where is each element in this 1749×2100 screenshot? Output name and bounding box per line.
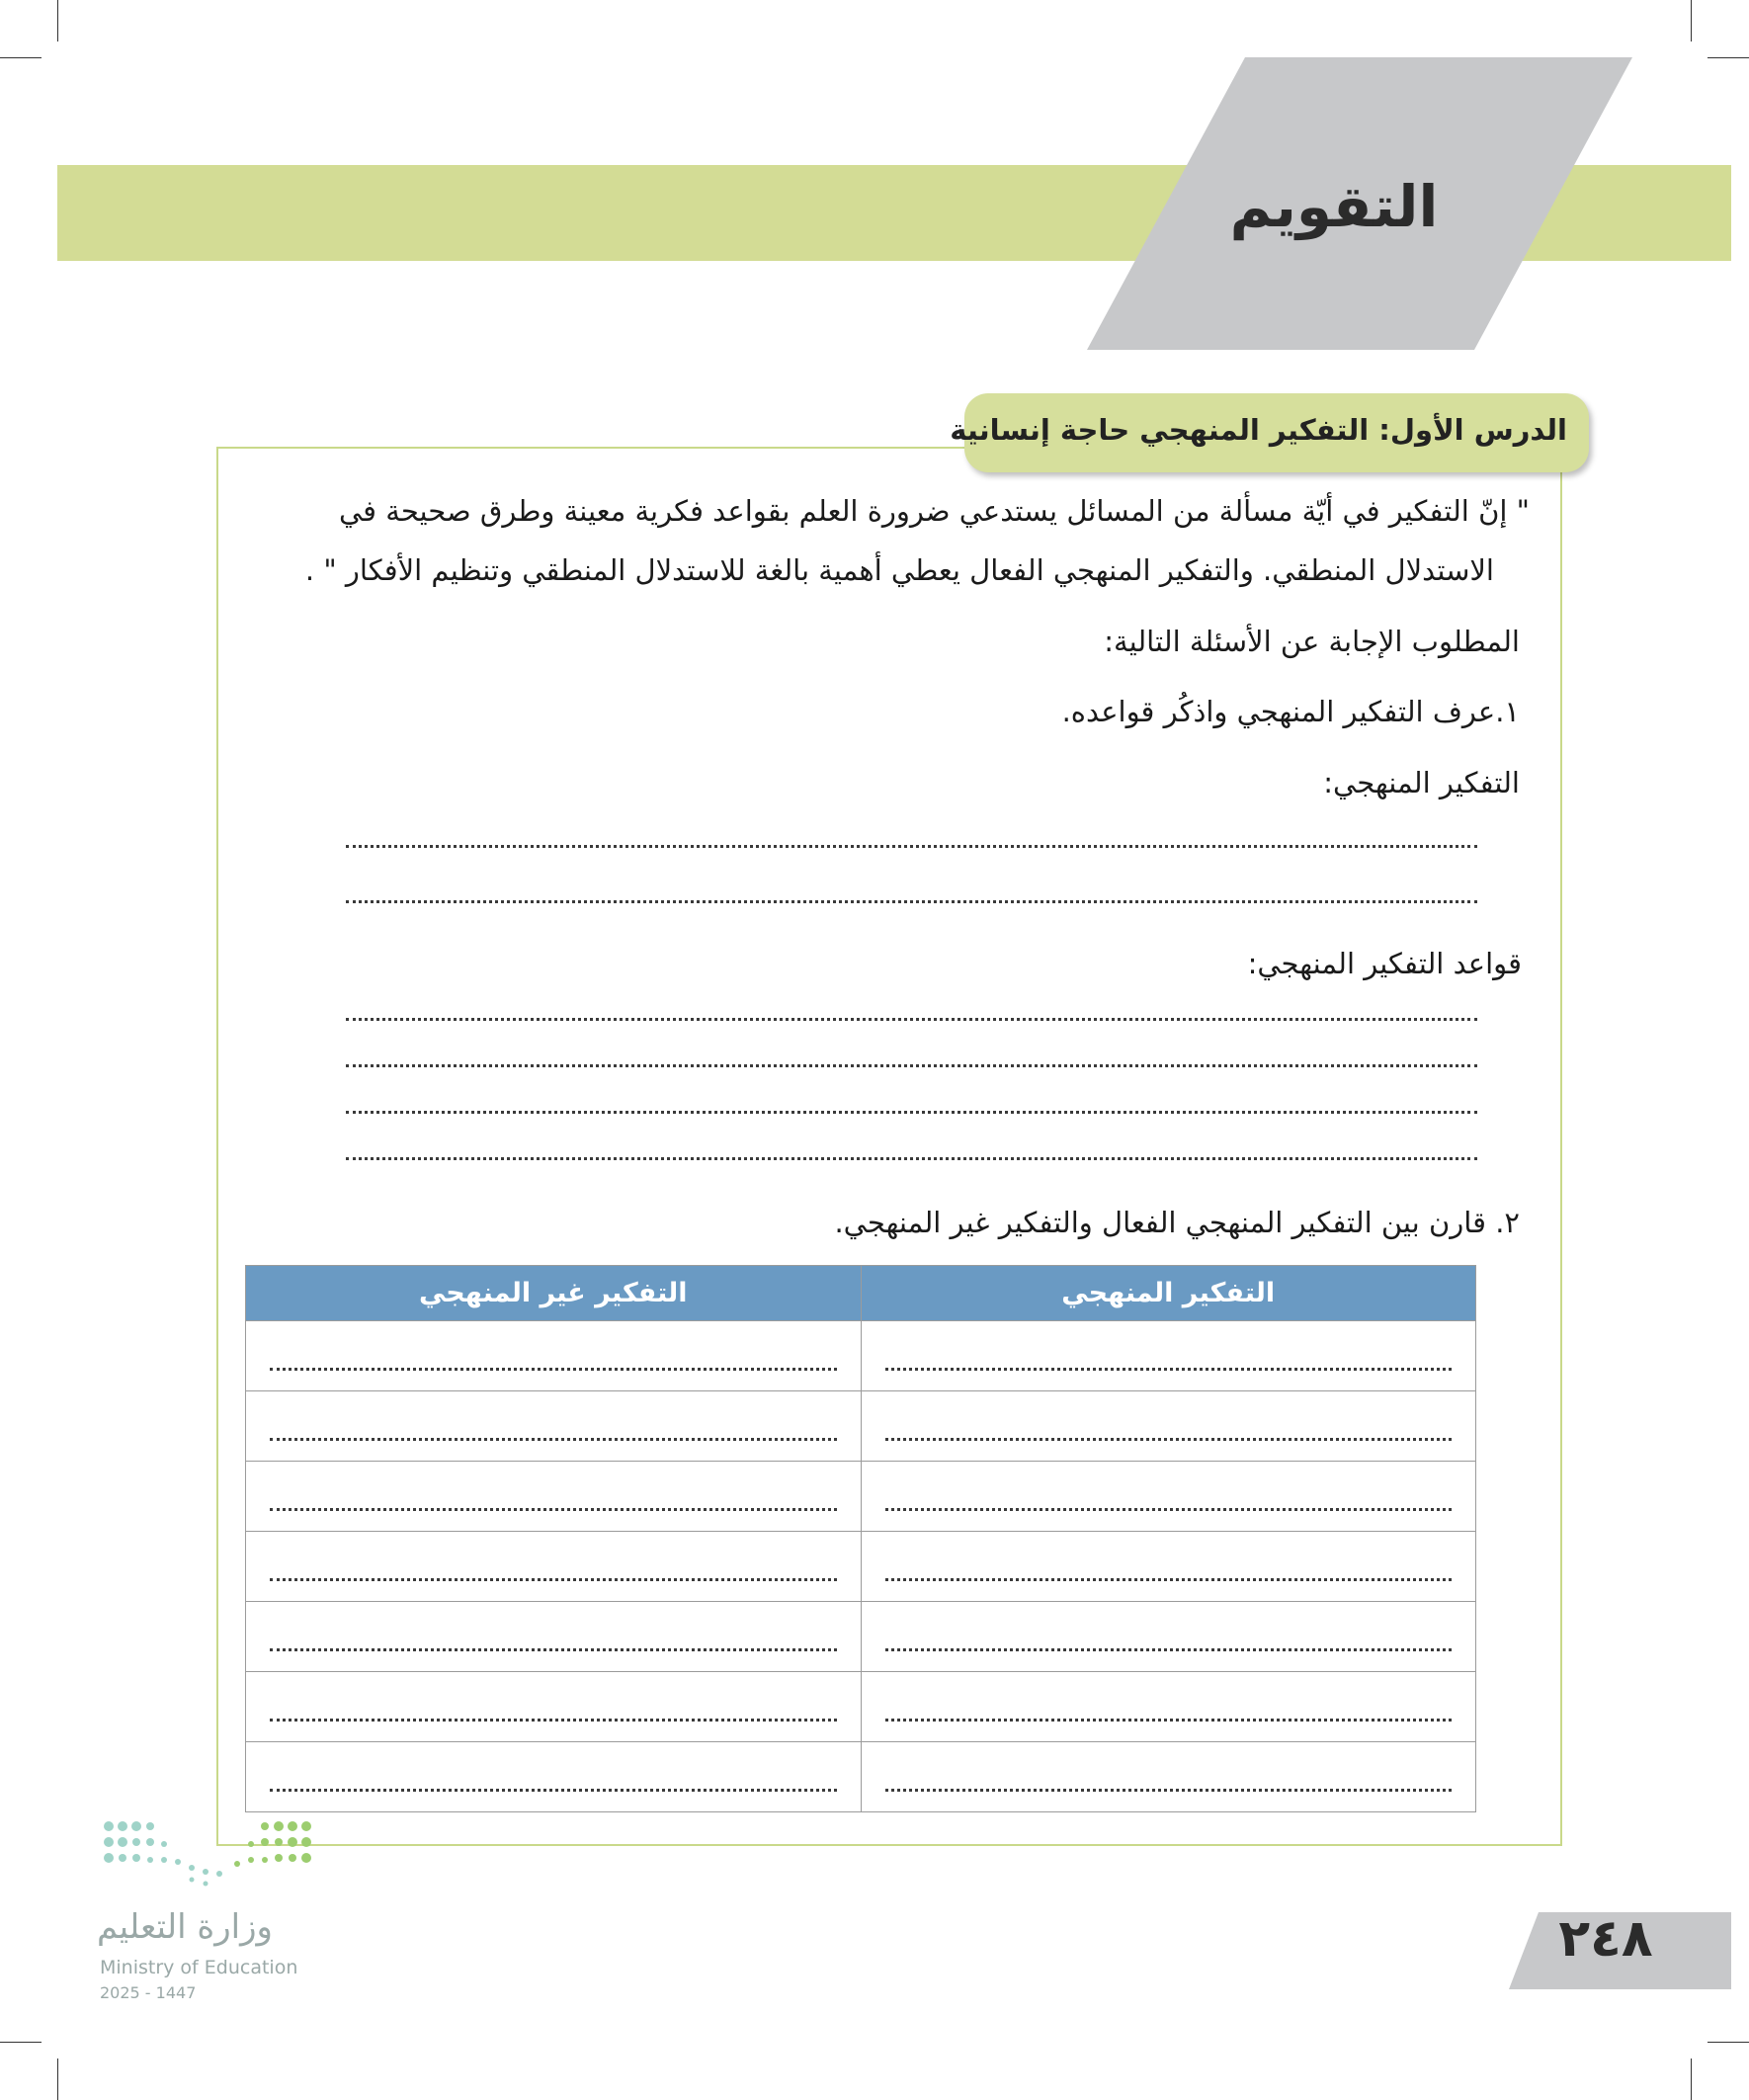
crop-mark bbox=[0, 2042, 42, 2043]
methodical-answer-cell[interactable] bbox=[861, 1602, 1476, 1672]
non-methodical-answer-cell[interactable] bbox=[246, 1602, 862, 1672]
table-row bbox=[246, 1672, 1476, 1742]
non-methodical-answer-cell[interactable] bbox=[246, 1321, 862, 1391]
crop-mark bbox=[57, 0, 58, 42]
table-header-row bbox=[246, 1266, 1476, 1321]
answer-line[interactable] bbox=[346, 1111, 1477, 1114]
comparison-table bbox=[245, 1265, 1476, 1812]
answer-line bbox=[885, 1368, 1453, 1371]
answer-line bbox=[270, 1368, 837, 1371]
non-methodical-answer-cell[interactable] bbox=[246, 1742, 862, 1812]
non-methodical-answer-cell[interactable] bbox=[246, 1391, 862, 1462]
answer-line bbox=[885, 1719, 1453, 1722]
lesson-title-badge bbox=[950, 393, 1589, 472]
table-row bbox=[246, 1742, 1476, 1812]
methodical-answer-cell[interactable] bbox=[861, 1321, 1476, 1391]
edition-year: 2025 - 1447 bbox=[100, 1983, 197, 2002]
table-body bbox=[246, 1321, 1476, 1812]
methodical-answer-cell[interactable] bbox=[861, 1391, 1476, 1462]
table-row bbox=[246, 1391, 1476, 1462]
answer-line bbox=[885, 1438, 1453, 1441]
answer-line[interactable] bbox=[346, 1018, 1477, 1021]
non-methodical-answer-cell[interactable] bbox=[246, 1462, 862, 1532]
quote-line-1: " إنّ التفكير في أيّة مسألة من المسائل يستدعي ضرورة العلم بقواعد فكرية معينة وطرق صحيحة في bbox=[339, 494, 1530, 528]
crop-mark bbox=[1707, 2042, 1749, 2043]
table-row bbox=[246, 1462, 1476, 1532]
instruction-text: المطلوب الإجابة عن الأسئلة التالية: bbox=[1104, 625, 1520, 658]
answer-line[interactable] bbox=[346, 900, 1477, 903]
crop-mark bbox=[1707, 57, 1749, 58]
methodical-answer-cell[interactable] bbox=[861, 1532, 1476, 1602]
column-header-methodical: التفكير المنهجي bbox=[861, 1266, 1476, 1321]
answer-line bbox=[885, 1648, 1453, 1651]
answer-line bbox=[270, 1578, 837, 1581]
answer-line[interactable] bbox=[346, 1157, 1477, 1160]
table-row bbox=[246, 1532, 1476, 1602]
ministry-logo-icon bbox=[99, 1818, 316, 1888]
answer-line[interactable] bbox=[346, 845, 1477, 848]
crop-mark bbox=[1691, 0, 1692, 42]
answer-line bbox=[270, 1438, 837, 1441]
crop-mark bbox=[0, 57, 42, 58]
page-title: التقويم bbox=[1229, 173, 1439, 240]
question-2: ٢. قارن بين التفكير المنهجي الفعال والتفكير غير المنهجي. bbox=[834, 1206, 1520, 1239]
crop-mark bbox=[1691, 2058, 1692, 2100]
answer-line bbox=[270, 1648, 837, 1651]
methodical-answer-cell[interactable] bbox=[861, 1672, 1476, 1742]
ministry-name-english: Ministry of Education bbox=[100, 1957, 298, 1978]
methodical-answer-cell[interactable] bbox=[861, 1742, 1476, 1812]
answer-line bbox=[270, 1719, 837, 1722]
table-row bbox=[246, 1602, 1476, 1672]
table-row bbox=[246, 1321, 1476, 1391]
answer-line bbox=[270, 1508, 837, 1511]
lesson-title: الدرس الأول: التفكير المنهجي حاجة إنسانية bbox=[950, 413, 1567, 447]
answer-line bbox=[885, 1578, 1453, 1581]
question-1: ١.عرف التفكير المنهجي واذكُر قواعده. bbox=[1061, 695, 1520, 728]
q1-part-b-label: قواعد التفكير المنهجي: bbox=[1247, 947, 1522, 980]
ministry-name-arabic: وزارة التعليم bbox=[97, 1907, 273, 1947]
column-header-non-methodical: التفكير غير المنهجي bbox=[246, 1266, 862, 1321]
quote-line-2: الاستدلال المنطقي. والتفكير المنهجي الفعال يعطي أهمية بالغة للاستدلال المنطقي وتنظيم الأفكار " . bbox=[304, 553, 1494, 587]
answer-line bbox=[885, 1508, 1453, 1511]
q1-part-a-label: التفكير المنهجي: bbox=[1323, 766, 1520, 799]
non-methodical-answer-cell[interactable] bbox=[246, 1532, 862, 1602]
non-methodical-answer-cell[interactable] bbox=[246, 1672, 862, 1742]
answer-line bbox=[270, 1789, 837, 1792]
answer-line bbox=[885, 1789, 1453, 1792]
crop-mark bbox=[57, 2058, 58, 2100]
methodical-answer-cell[interactable] bbox=[861, 1462, 1476, 1532]
page-number: ٢٤٨ bbox=[1558, 1909, 1653, 1969]
answer-line[interactable] bbox=[346, 1064, 1477, 1067]
